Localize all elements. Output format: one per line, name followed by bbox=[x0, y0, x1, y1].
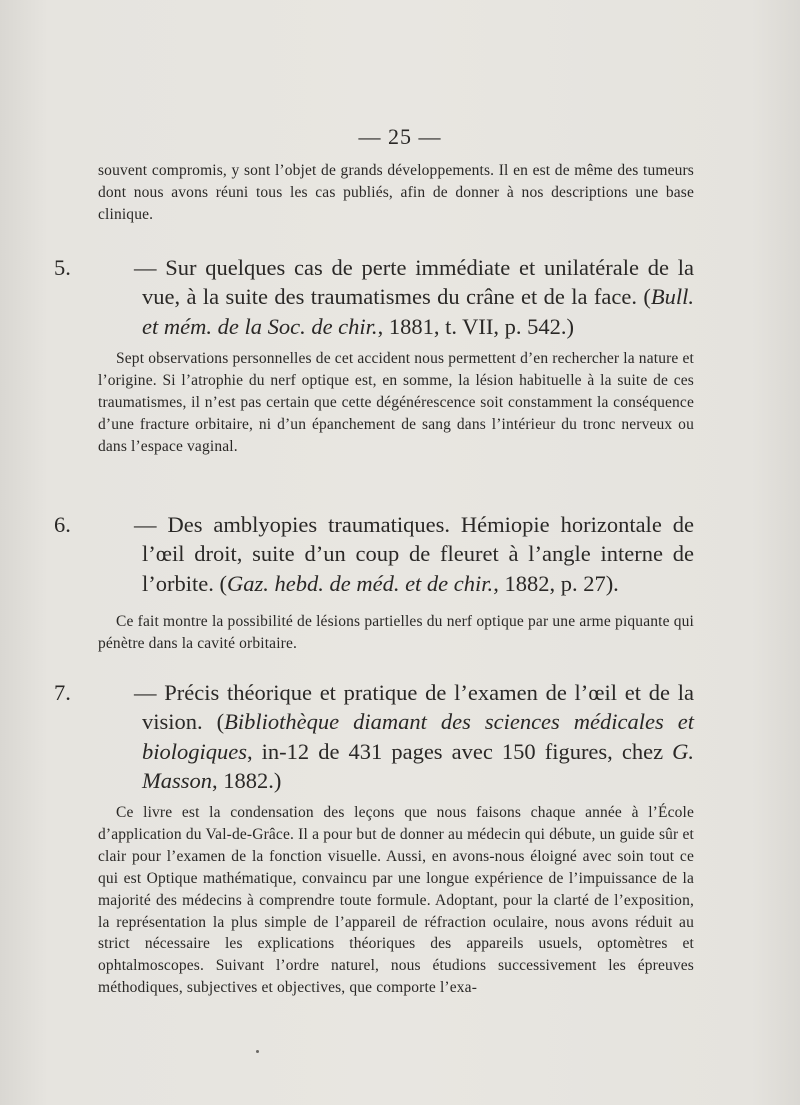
entry-6-summary: Ce fait montre la possibilité de lésions partielles du nerf optique par une arme piquante qui pénètre dans la cavité orbitaire. bbox=[98, 613, 694, 652]
entry-5-title: — Sur quelques cas de perte immédiate et unilatérale de la vue, à la suite des traumatismes du crâne et de la face. bbox=[134, 255, 694, 310]
intro-paragraph: souvent compromis, y sont l’objet de grands développements. Il en est de même des tumeurs dont nous avons réuni tous les cas publiés, afin de donner à nos descriptions une base clinique. bbox=[98, 162, 694, 223]
entry-6-heading bbox=[54, 510, 694, 598]
entry-7-heading bbox=[54, 678, 694, 795]
entry-7-summary: Ce livre est la condensation des leçons que nous faisons chaque année à l’École d’application du Val-de-Grâce. Il a pour but de donner au médecin qui débute, un guide sûr et clair pour l’examen de la fonction visuelle. Aussi, en avons-nous éloigné avec soin tout ce qui est Optique mathématique, convaincu par une longue expérience de l’impuissance de la majorité des médecins à comprendre toute formule. Adoptant, pour la clarté de l’exposition, la représentation la plus simple de l’appareil de réfraction oculaire, nous avons réduit au strict nécessaire les explications théoriques des appareils usuels, optomètres et ophtalmoscopes. Suivant l’ordre naturel, nous étudions successivement les épreuves méthodiques, subjectives et objectives, que comporte l’exa- bbox=[98, 804, 694, 997]
page-number: — 25 — bbox=[358, 124, 442, 149]
entry-7-number: 7. bbox=[54, 680, 71, 705]
entry-5-reference: (Bull. et mém. de la Soc. de chir., 1881, t. VII, p. 542.) bbox=[142, 284, 694, 339]
entry-7-publisher: G. Masson bbox=[142, 738, 694, 793]
ink-speck bbox=[256, 1050, 259, 1053]
entry-5-journal: Bull. et mém. de la Soc. de chir. bbox=[142, 284, 694, 339]
entry-5-summary: Sept observations personnelles de cet accident nous permettent d’en rechercher la nature et l’origine. Si l’atrophie du nerf optique est, en somme, la lésion habituelle à la suite de ces traumatismes, il n’est pas certain que cette dégénérescence soit constamment la conséquence d’une fracture orbitaire, ni d’un épanchement de sang dans l’intérieur du tronc nerveux ou dans l’espace vaginal. bbox=[98, 350, 694, 455]
entry-6-title: — Des amblyopies traumatiques. Hémiopie horizontale de l’œil droit, suite d’un coup de fleuret à l’angle interne de l’orbite. bbox=[134, 512, 694, 596]
entry-7-series: Bibliothèque diamant des sciences médicales et biologiques bbox=[142, 709, 694, 764]
entry-6-reference: (Gaz. hebd. de méd. et de chir., 1882, p. 27). bbox=[219, 570, 619, 596]
entry-7-title: — Précis théorique et pratique de l’examen de l’œil et de la vision. bbox=[134, 680, 694, 735]
entry-5-number: 5. bbox=[54, 255, 71, 280]
entry-5-heading bbox=[54, 253, 694, 341]
entry-7-reference: (Bibliothèque diamant des sciences médicales et biologiques, in-12 de 431 pages avec 150 figures, chez G. Masson, 1882.) bbox=[142, 709, 694, 793]
entry-6-journal: Gaz. hebd. de méd. et de chir. bbox=[226, 570, 494, 596]
entry-6-number: 6. bbox=[54, 512, 71, 537]
